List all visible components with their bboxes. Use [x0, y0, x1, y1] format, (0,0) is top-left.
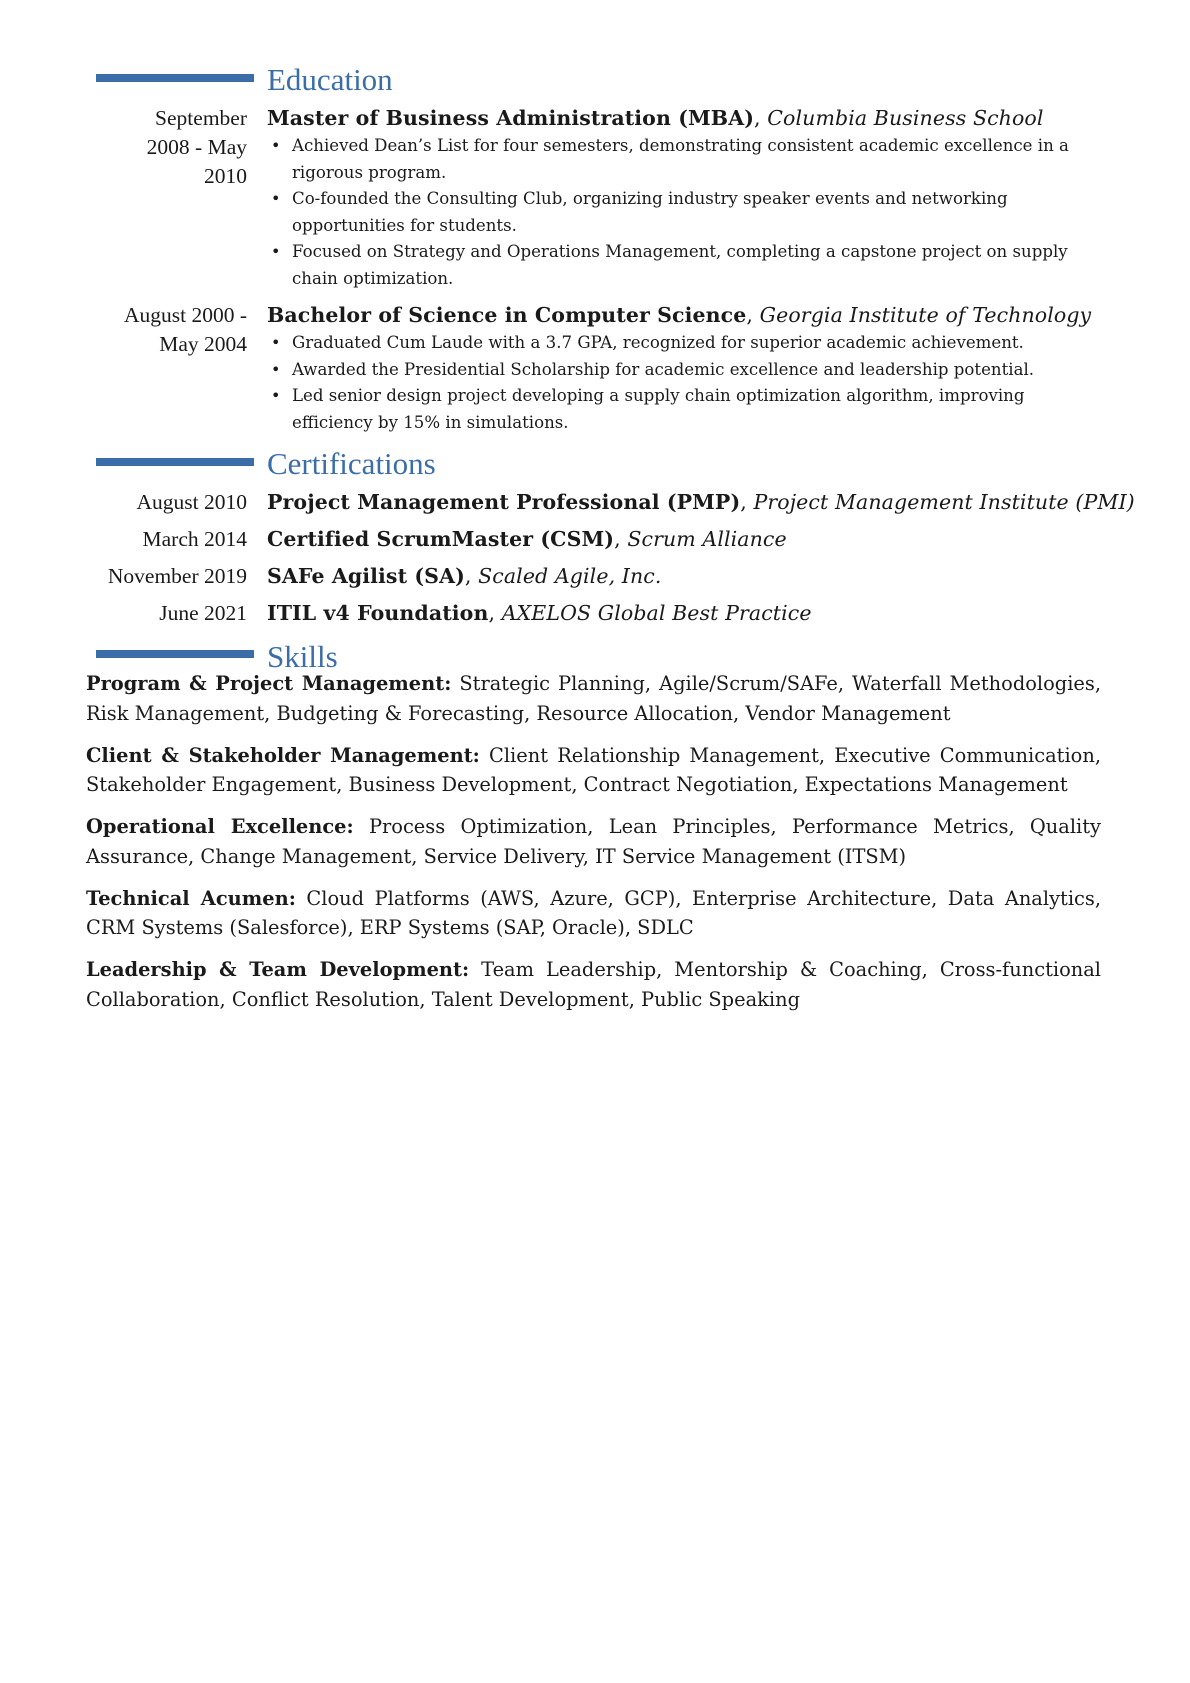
skill-group: [86, 812, 1101, 871]
certifications-section-header: [0, 446, 1190, 486]
bullet-icon: •: [271, 359, 281, 379]
entry-body: [267, 488, 1135, 517]
cert-issuer: Scaled Agile, Inc.: [478, 564, 662, 588]
list-item: [267, 330, 1107, 357]
entry-title: Project Management Professional (PMP), Project Management Institute (PMI): [267, 490, 1135, 514]
skill-label: Operational Excellence:: [86, 815, 354, 838]
school: Georgia Institute of Technology: [759, 303, 1092, 327]
certification-row: [0, 562, 1190, 592]
entry-title: Certified ScrumMaster (CSM), Scrum Alliance: [267, 527, 787, 551]
skill-label: Technical Acumen:: [86, 886, 296, 910]
skill-group: [86, 669, 1101, 728]
bullet-text: Graduated Cum Laude with a 3.7 GPA, recognized for superior academic achievement.: [292, 333, 1024, 352]
skill-label: Leadership & Team Development:: [86, 958, 470, 981]
bullet-icon: •: [271, 242, 281, 262]
skill-group: [86, 741, 1101, 800]
bullet-text: Focused on Strategy and Operations Management, completing a capstone project on supply chain optimization.: [292, 242, 1068, 288]
school: Columbia Business School: [767, 106, 1044, 130]
cert-issuer: Scrum Alliance: [627, 527, 787, 551]
skills-list: [86, 669, 1101, 1027]
skill-label: Client & Stakeholder Management:: [86, 743, 480, 767]
cert-date: November 2019: [107, 564, 247, 588]
certification-row: [0, 599, 1190, 629]
list-item: [267, 186, 1107, 239]
entry-date: September 2008 - May 2010: [146, 106, 247, 188]
section-title: Certifications: [267, 446, 436, 481]
cert-issuer: Project Management Institute (PMI): [753, 490, 1135, 514]
list-item: [267, 383, 1107, 436]
bullet-text: Led senior design project developing a supply chain optimization algorithm, improving efficiency by 15% in simulations.: [292, 386, 1025, 432]
section-rule: [96, 458, 254, 466]
bullet-icon: •: [271, 386, 281, 406]
cert-name: Project Management Professional (PMP): [267, 490, 741, 514]
certification-row: [0, 525, 1190, 555]
entry-body: [267, 301, 1107, 436]
section-title: Education: [267, 62, 393, 97]
cert-date: June 2021: [159, 601, 247, 625]
skill-text: Client Relationship Management, Executive Communication, Stakeholder Engagement, Business Development, Contract Negotiation, Expectations Management: [86, 743, 1101, 796]
entry-title: SAFe Agilist (SA), Scaled Agile, Inc.: [267, 564, 662, 588]
cert-name: SAFe Agilist (SA): [267, 564, 465, 588]
cert-name: ITIL v4 Foundation: [267, 601, 489, 625]
list-item: [267, 239, 1107, 292]
skill-text: Process Optimization, Lean Principles, Performance Metrics, Quality Assurance, Change Management, Service Delivery, IT Service Management (ITSM): [86, 815, 1101, 868]
skill-text: Strategic Planning, Agile/Scrum/SAFe, Waterfall Methodologies, Risk Management, Budgeting & Forecasting, Resource Allocation, Vendor Management: [86, 672, 1101, 725]
cert-issuer: AXELOS Global Best Practice: [501, 601, 812, 625]
section-title: Skills: [267, 639, 338, 674]
section-rule: [96, 650, 254, 658]
list-item: [267, 357, 1107, 384]
entry-title: ITIL v4 Foundation, AXELOS Global Best Practice: [267, 601, 812, 625]
bullet-icon: •: [271, 136, 281, 155]
entry-body: [267, 525, 1107, 554]
bullet-list: [267, 330, 1107, 436]
skill-text: Cloud Platforms (AWS, Azure, GCP), Enterprise Architecture, Data Analytics, CRM Systems (Salesforce), ERP Systems (SAP, Oracle), SDLC: [86, 886, 1101, 939]
certification-row: [0, 488, 1190, 518]
degree: Bachelor of Science in Computer Science: [267, 303, 747, 327]
skill-group: [86, 884, 1101, 943]
bullet-icon: •: [271, 189, 281, 209]
bullet-text: Achieved Dean’s List for four semesters, demonstrating consistent academic excellence in a rigorous program.: [292, 136, 1069, 182]
bullet-icon: •: [271, 333, 281, 352]
entry-title: Master of Business Administration (MBA), Columbia Business School: [267, 106, 1044, 130]
bullet-list: [267, 133, 1107, 293]
education-section-header: [0, 62, 1190, 102]
entry-body: [267, 562, 1107, 591]
cert-name: Certified ScrumMaster (CSM): [267, 527, 615, 551]
skill-text: Team Leadership, Mentorship & Coaching, Cross-functional Collaboration, Conflict Resolution, Talent Development, Public Speaking: [86, 958, 1101, 1011]
skill-label: Program & Project Management:: [86, 672, 452, 695]
skill-group: [86, 955, 1101, 1014]
bullet-text: Co-founded the Consulting Club, organizing industry speaker events and networking opportunities for students.: [292, 189, 1008, 235]
entry-body: [267, 599, 1107, 628]
entry-date: August 2000 - May 2004: [123, 303, 247, 356]
cert-date: March 2014: [142, 527, 247, 551]
list-item: [267, 133, 1107, 186]
section-rule: [96, 74, 254, 82]
degree: Master of Business Administration (MBA): [267, 106, 755, 130]
entry-title: Bachelor of Science in Computer Science, Georgia Institute of Technology: [267, 303, 1092, 327]
cert-date: August 2010: [136, 490, 247, 514]
bullet-text: Awarded the Presidential Scholarship for academic excellence and leadership potential.: [292, 359, 1035, 379]
entry-body: [267, 104, 1107, 293]
